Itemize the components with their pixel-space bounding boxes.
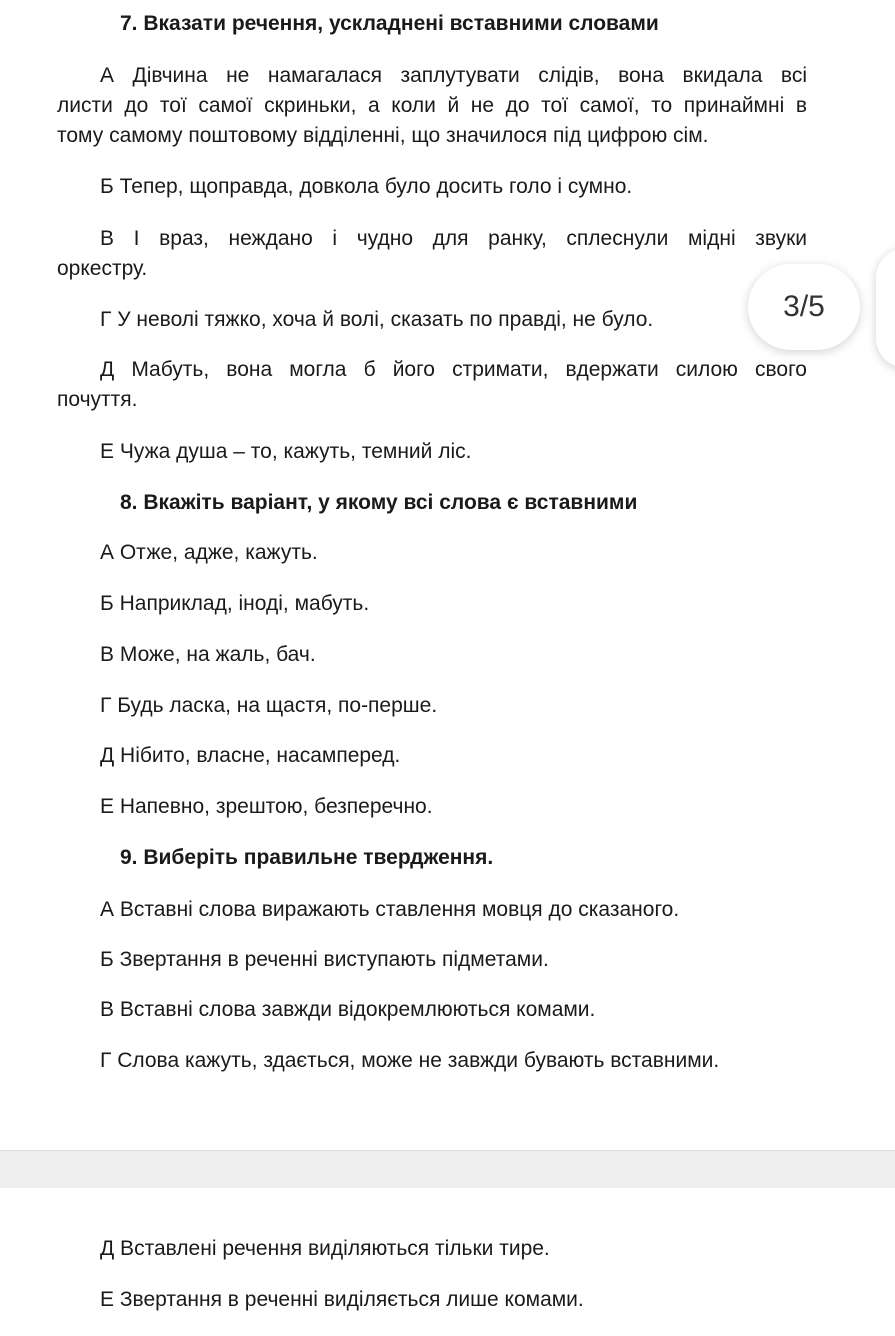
q7-option-v-line1: В І враз, неждано і чудно для ранку, сплеснули мідні звуки [100,227,807,250]
q9-option-v: В Вставні слова завжди відокремлюються комами. [100,998,596,1021]
q7-option-v [57,224,807,284]
q7-option-a-line3: тому самому поштовому відділенні, що значилося під цифрою сім. [57,124,709,147]
q7-option-g: Г У неволі тяжко, хоча й волі, сказать по правді, не було. [100,308,654,331]
page-separator [0,1150,895,1189]
q9-option-a: А Вставні слова виражають ставлення мовця до сказаного. [100,898,680,921]
q7-option-d-line1: Д Мабуть, вона могла б його стримати, вдержати силою свого [100,358,807,381]
q9-option-e: Е Звертання в реченні виділяється лише комами. [100,1288,584,1311]
q7-option-b: Б Тепер, щоправда, довкола було досить голо і сумно. [100,175,633,198]
q9-option-d: Д Вставлені речення виділяються тільки тире. [100,1237,550,1260]
q9-option-g: Г Слова кажуть, здається, може не завжди бувають вставними. [100,1049,720,1072]
question-8-title: 8. Вкажіть варіант, у якому всі слова є вставними [120,491,638,514]
question-9-title: 9. Виберіть правильне твердження. [120,846,494,869]
q7-option-a-line1: А Дівчина не намагалася заплутувати слідів, вона вкидала всі [100,64,807,87]
q8-option-b: Б Наприклад, іноді, мабуть. [100,592,370,615]
q7-option-e: Е Чужа душа – то, кажуть, темний ліс. [100,440,472,463]
q7-option-a-line2: листи до тої самої скриньки, а коли й не до тої самої, то принаймні в [57,94,807,117]
q8-option-e: Е Напевно, зрештою, безперечно. [100,795,433,818]
q8-option-g: Г Будь ласка, на щастя, по-перше. [100,694,438,717]
q8-option-a: А Отже, адже, кажуть. [100,541,318,564]
document-page-4 [0,1188,895,1336]
question-7-title: 7. Вказати речення, ускладнені вставними словами [120,12,659,35]
page-indicator: 3/5 [748,264,860,350]
q7-option-v-line2: оркестру. [57,257,148,280]
side-scroll-handle[interactable] [876,248,895,368]
q7-option-d-line2: почуття. [57,388,138,411]
q9-option-b: Б Звертання в реченні виступають підметами. [100,948,549,971]
q8-option-v: В Може, на жаль, бач. [100,643,316,666]
q8-option-d: Д Нібито, власне, насамперед. [100,744,401,767]
q7-option-d [57,355,807,415]
q7-option-a [57,61,807,151]
